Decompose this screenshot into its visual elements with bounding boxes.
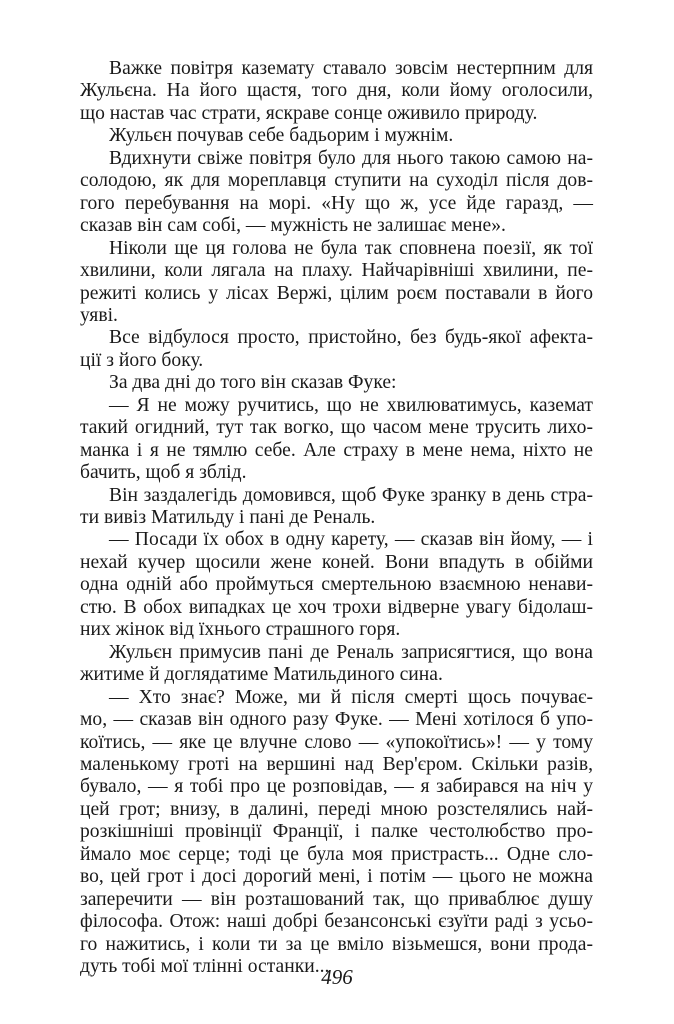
text-line: стю. В обох випадках це хоч трохи відверне увагу бідолаш- — [80, 596, 593, 618]
text-line: — Я не можу ручитись, що не хвилюватимусь, каземат — [109, 394, 593, 416]
text-line: цей грот; внизу, в далині, переді мною розстелялись най- — [80, 798, 593, 820]
text-line: Жульєн примусив пані де Реналь заприсягтися, що вона — [109, 641, 593, 663]
text-line: Важке повітря каземату ставало зовсім нестерпним для — [109, 58, 593, 79]
text-line: — Посади їх обох в одну карету, — сказав він йому, — і — [109, 529, 593, 551]
text-line: бувало, — я тобі про це розповідав, — я забирався на ніч у — [80, 776, 593, 798]
text-line: хвилини, коли лягала на плаху. Найчарівніші хвилини, пе- — [80, 260, 593, 282]
text-line: ції з його боку. — [80, 349, 204, 371]
text-line: Все відбулося просто, пристойно, без будь-якої афекта- — [109, 327, 593, 349]
text-line: сказав він сам собі, — мужність не залишає мене». — [80, 215, 506, 237]
text-line: — Хто знає? Може, ми й після смерті щось почуває- — [109, 686, 593, 708]
text-line: розкішніші провінції Франції, і палке честолюбство про- — [80, 821, 593, 843]
text-line: Жульєна. На його щастя, того дня, коли йому оголосили, — [80, 80, 593, 102]
text-line: го нажитись, і коли ти за це вміло візьмешся, вони прода- — [80, 933, 593, 955]
text-line: такий огидний, тут так вогко, що часом мене трусить лихо- — [80, 417, 593, 439]
text-line: коїтись, — яке це влучне слово — «упокоїтись»! — у тому — [80, 731, 593, 753]
text-line: бачить, щоб я зблід. — [80, 462, 247, 484]
text-line: манка і я не тямлю себе. Але страху в мене нема, ніхто не — [80, 439, 593, 461]
text-line: За два дні до того він сказав Фуке: — [109, 372, 397, 394]
text-line: заперечити — він розташований так, що приваблює душу — [80, 888, 593, 910]
text-line: одна одній або проймуться смертельною взаємною ненави- — [80, 574, 593, 596]
text-line: солодою, як для мореплавця ступити на суходіл після дов- — [80, 170, 593, 192]
text-line: Він заздалегідь домовився, щоб Фуке зранку в день стра- — [109, 484, 593, 506]
text-line: нехай кучер щосили жене коней. Вони впадуть в обійми — [80, 551, 593, 573]
text-line: ймало моє серце; тоді це була моя пристрасть... Одне сло- — [80, 843, 593, 865]
text-line: дуть тобі мої тлінні останки... — [80, 956, 330, 977]
text-line: ти вивіз Матильду і пані де Реналь. — [80, 507, 376, 528]
page-number: 496 — [321, 965, 353, 989]
text-line: них жінок від їхнього страшного горя. — [80, 619, 401, 641]
text-line: філософа. Отож: наші добрі безансонські єзуїти раді з усьо- — [80, 911, 593, 933]
text-line: що настав час страти, яскраве сонце оживило природу. — [80, 102, 538, 124]
text-line: Вдихнути свіже повітря було для нього такою самою на- — [109, 147, 593, 169]
text-line: Жульєн почував себе бадьорим і мужнім. — [109, 125, 454, 147]
text-line: житиме й доглядатиме Матильдиного сина. — [80, 664, 443, 686]
text-line: маленькому гроті на вершині над Вер'єром. Скільки разів, — [80, 753, 593, 775]
text-line: мо, — сказав він одного разу Фуке. — Мені хотілося б упо- — [80, 709, 593, 731]
text-line: режиті колись у лісах Вержі, цілим роєм поставали в його — [80, 282, 593, 304]
text-line: во, цей грот і досі дорогий мені, і потім — цього не можна — [80, 866, 593, 888]
text-line: Ніколи ще ця голова не була так сповнена поезії, як тої — [109, 237, 593, 259]
text-line: гого перебування на морі. «Ну що ж, усе йде гаразд, — — [80, 192, 593, 214]
text-line: уяві. — [80, 304, 118, 326]
